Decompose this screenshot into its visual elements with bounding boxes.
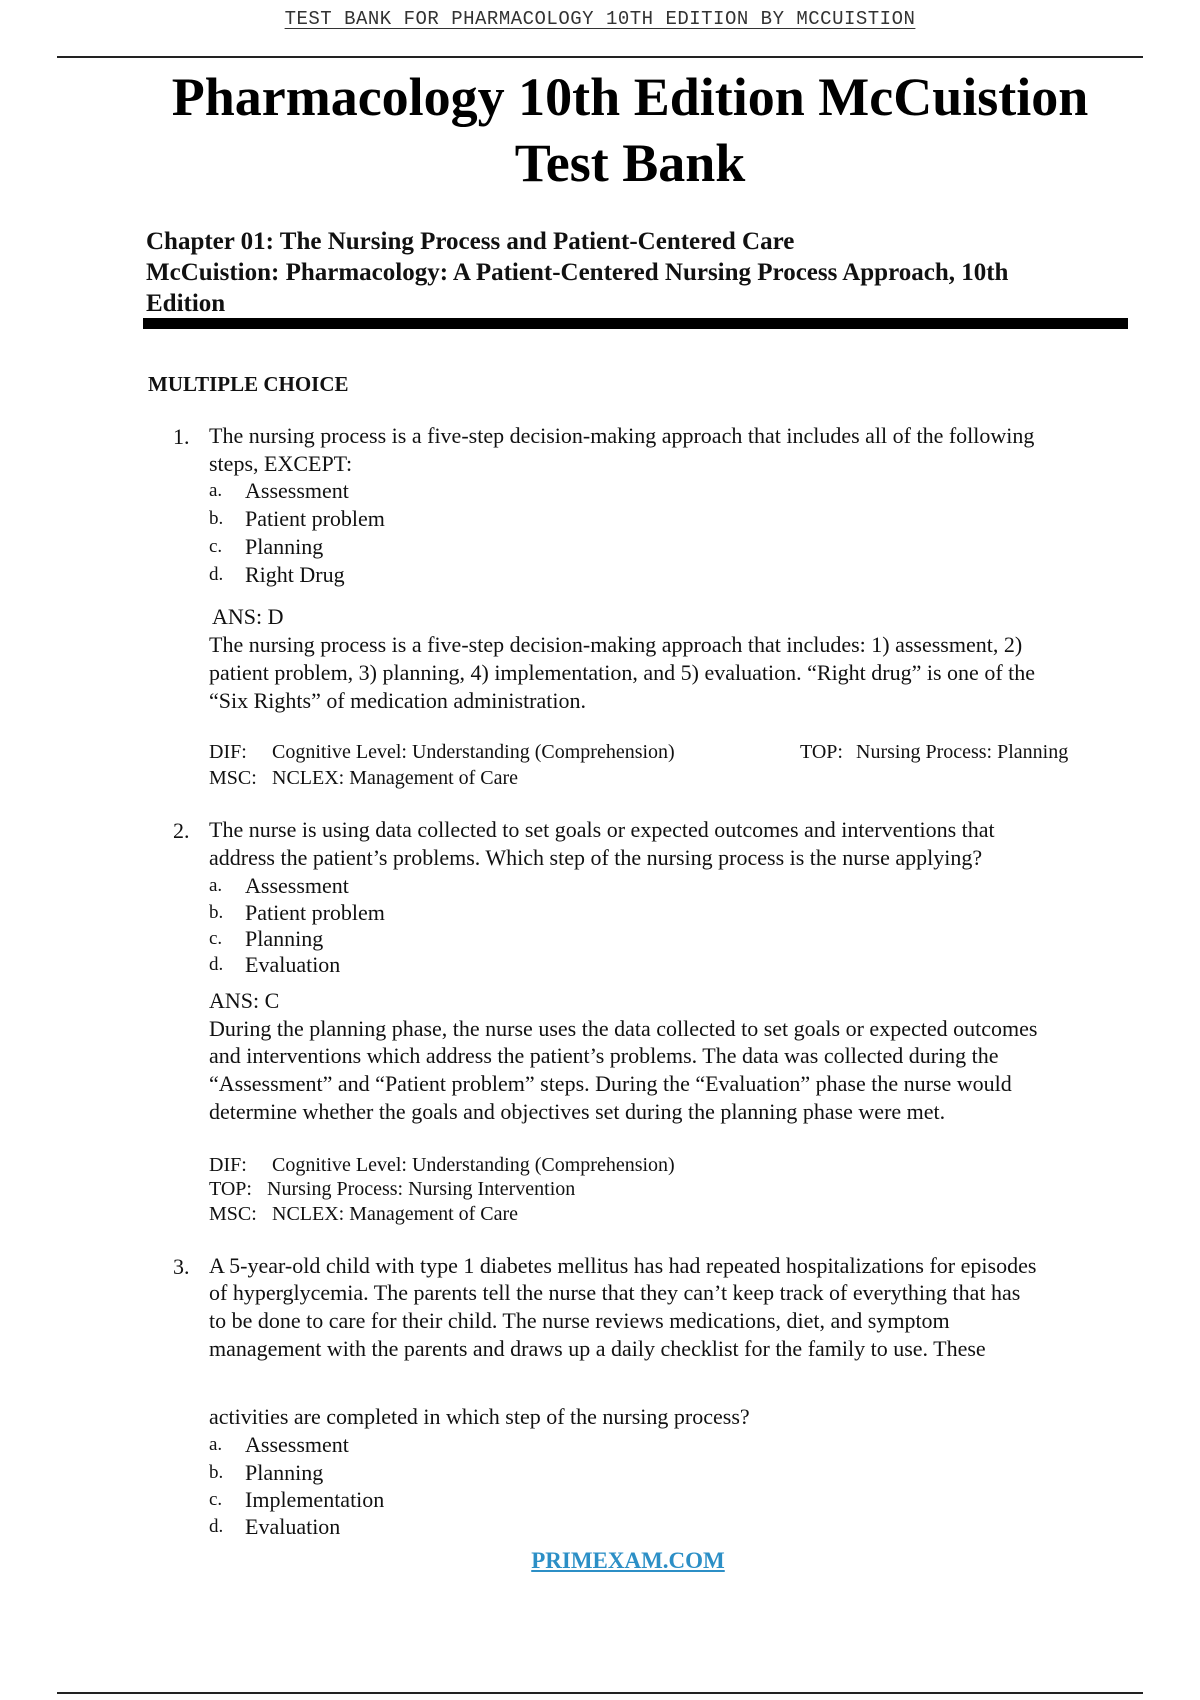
- option-letter: a.: [209, 480, 223, 501]
- option-text: Implementation: [245, 1487, 385, 1512]
- question-3-stem-line: of hyperglycemia. The parents tell the nurse that they can’t keep track of everything that has: [209, 1280, 1021, 1305]
- question-3-stem-line: activities are completed in which step of the nursing process?: [209, 1404, 750, 1429]
- question-3-stem-line: management with the parents and draws up a daily checklist for the family to use. These: [209, 1336, 986, 1361]
- question-3-stem-line: A 5-year-old child with type 1 diabetes mellitus has had repeated hospitalizations for episodes: [209, 1253, 1037, 1278]
- chapter-line-2: McCuistion: Pharmacology: A Patient-Centered Nursing Process Approach, 10th: [146, 259, 1009, 286]
- chapter-line-1: Chapter 01: The Nursing Process and Patient-Centered Care: [146, 228, 795, 255]
- option-text: Assessment: [245, 1432, 349, 1457]
- option-letter: a.: [209, 1434, 223, 1455]
- question-1-number: 1.: [173, 424, 190, 449]
- top-label: TOP:: [800, 741, 843, 763]
- dif-value: Cognitive Level: Understanding (Comprehension): [272, 741, 675, 763]
- question-3-stem-line: to be done to care for their child. The nurse reviews medications, diet, and symptom: [209, 1308, 950, 1333]
- section-heading: MULTIPLE CHOICE: [148, 372, 349, 396]
- msc-label: MSC:: [209, 1203, 257, 1225]
- top-value: Nursing Process: Planning: [856, 741, 1069, 763]
- option-letter: b.: [209, 508, 224, 529]
- option-letter: c.: [209, 928, 223, 949]
- chapter-line-3: Edition: [146, 290, 226, 317]
- msc-value: NCLEX: Management of Care: [272, 1203, 519, 1225]
- option-text: Planning: [245, 534, 324, 559]
- rationale-line: “Assessment” and “Patient problem” steps. During the “Evaluation” phase the nurse would: [209, 1071, 1012, 1096]
- option-text: Planning: [245, 926, 324, 951]
- dif-label: DIF:: [209, 1154, 247, 1176]
- option-text: Planning: [245, 1460, 324, 1485]
- question-1-stem-line: The nursing process is a five-step decision-making approach that includes all of the following: [209, 423, 1035, 448]
- option-letter: d.: [209, 954, 224, 975]
- option-letter: b.: [209, 902, 224, 923]
- top-value: Nursing Process: Nursing Intervention: [267, 1178, 576, 1200]
- option-text: Right Drug: [245, 562, 345, 587]
- rationale-line: patient problem, 3) planning, 4) implementation, and 5) evaluation. “Right drug” is one of the: [209, 660, 1036, 685]
- option-text: Patient problem: [245, 900, 385, 925]
- rationale-line: and interventions which address the patient’s problems. The data was collected during the: [209, 1043, 999, 1068]
- rationale-line: The nursing process is a five-step decision-making approach that includes: 1) assessment, 2): [209, 632, 1023, 657]
- footer-website-link[interactable]: PRIMEXAM.COM: [531, 1548, 725, 1573]
- msc-label: MSC:: [209, 767, 257, 789]
- option-letter: d.: [209, 1516, 224, 1537]
- question-2-stem-line: The nurse is using data collected to set goals or expected outcomes and interventions that: [209, 817, 995, 842]
- rationale-line: determine whether the goals and objectives set during the planning phase were met.: [209, 1099, 946, 1124]
- rationale-line: “Six Rights” of medication administration.: [209, 688, 586, 713]
- footer-divider: [57, 1692, 1143, 1694]
- option-text: Evaluation: [245, 952, 341, 977]
- title-line-2: Test Bank: [514, 133, 746, 193]
- question-3-number: 3.: [173, 1254, 190, 1279]
- header-divider: [57, 56, 1143, 58]
- answer-key: ANS: D: [212, 604, 284, 629]
- option-letter: c.: [209, 536, 223, 557]
- dif-label: DIF:: [209, 741, 247, 763]
- dif-value: Cognitive Level: Understanding (Comprehension): [272, 1154, 675, 1176]
- title-line-1: Pharmacology 10th Edition McCuistion: [171, 67, 1089, 127]
- rationale-line: During the planning phase, the nurse uses the data collected to set goals or expected outcomes: [209, 1016, 1038, 1041]
- option-letter: b.: [209, 1462, 224, 1483]
- question-2-stem-line: address the patient’s problems. Which step of the nursing process is the nurse applying?: [209, 845, 983, 870]
- option-text: Assessment: [245, 478, 349, 503]
- question-2-number: 2.: [173, 818, 190, 843]
- running-header: [0, 8, 1200, 30]
- document-title: [100, 64, 1160, 196]
- option-letter: c.: [209, 1489, 223, 1510]
- chapter-divider: [143, 318, 1128, 329]
- option-text: Assessment: [245, 873, 349, 898]
- option-text: Patient problem: [245, 506, 385, 531]
- option-letter: d.: [209, 564, 224, 585]
- running-header-text: TEST BANK FOR PHARMACOLOGY 10TH EDITION BY MCCUISTION: [284, 8, 916, 30]
- option-letter: a.: [209, 875, 223, 896]
- option-text: Evaluation: [245, 1514, 341, 1539]
- answer-key: ANS: C: [209, 988, 280, 1013]
- question-1-stem-line: steps, EXCEPT:: [209, 451, 353, 476]
- top-label: TOP:: [209, 1178, 252, 1200]
- msc-value: NCLEX: Management of Care: [272, 767, 519, 789]
- chapter-heading: [146, 226, 1086, 319]
